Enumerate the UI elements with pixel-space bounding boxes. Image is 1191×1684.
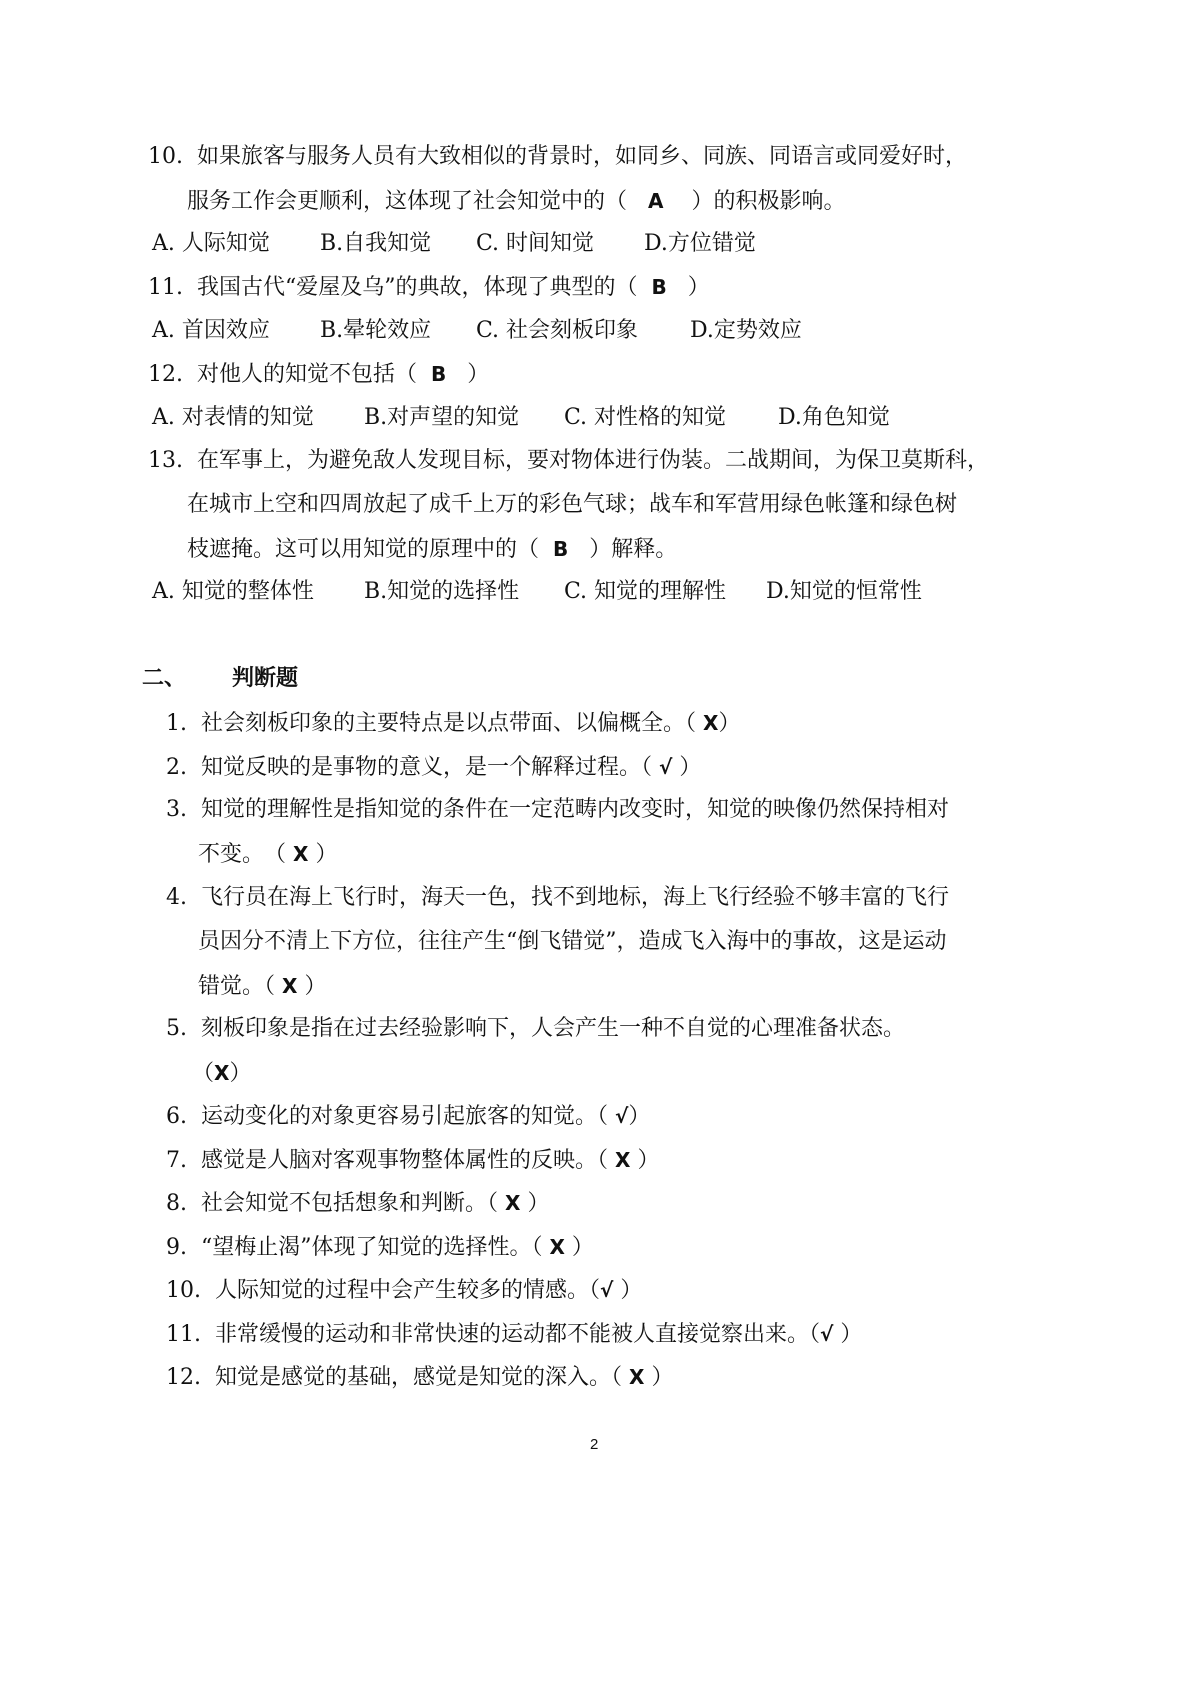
answer: X [505, 1191, 521, 1215]
tf-item-11: 11. 非常缓慢的运动和非常快速的运动都不能被人直接觉察出来。（√ ） [166, 1322, 863, 1347]
tf-item-9: 9. “望梅止渴”体现了知觉的选择性。（ X ） [166, 1235, 594, 1260]
answer: X [282, 974, 298, 998]
tf-item-8: 8. 社会知觉不包括想象和判断。（ X ） [166, 1191, 550, 1216]
option-b: B.对声望的知觉 [364, 405, 520, 430]
tf-item-1: 1. 社会刻板印象的主要特点是以点带面、以偏概全。（ X） [166, 711, 741, 736]
answer: √ [615, 1104, 629, 1128]
tf-item-5-line-1: 5. 刻板印象是指在过去经验影响下，人会产生一种不自觉的心理准备状态。 [166, 1016, 906, 1041]
answer: B [553, 537, 569, 561]
page-number: 2 [590, 1436, 599, 1453]
tf-item-7: 7. 感觉是人脑对客观事物整体属性的反映。（ X ） [166, 1148, 660, 1173]
option-c: C. 时间知觉 [476, 231, 595, 256]
section-heading: 二、 判断题 [142, 666, 298, 691]
answer: X [214, 1061, 230, 1085]
tf-item-3-line-2: 不变。 （ X ） [198, 842, 338, 867]
answer: X [549, 1235, 565, 1259]
option-d: D.知觉的恒常性 [766, 579, 922, 604]
option-d: D.角色知觉 [778, 405, 890, 430]
option-a: A. 知觉的整体性 [152, 579, 314, 604]
option-a: A. 对表情的知觉 [152, 405, 314, 430]
option-b: B.自我知觉 [320, 231, 432, 256]
mc-question-13-line-3: 枝遮掩。这可以用知觉的原理中的（ B ）解释。 [187, 537, 678, 562]
option-d: D.定势效应 [690, 318, 802, 343]
mc-question-12-line-1: 12. 对他人的知觉不包括（ B ） [148, 362, 490, 387]
mc-question-13-line-2: 在城市上空和四周放起了成千上万的彩色气球；战车和军营用绿色帐篷和绿色树 [187, 492, 958, 517]
option-a: A. 首因效应 [152, 318, 270, 343]
tf-item-3-line-1: 3. 知觉的理解性是指知觉的条件在一定范畴内改变时，知觉的映像仍然保持相对 [166, 797, 950, 822]
answer: X [293, 842, 309, 866]
answer: B [431, 362, 447, 386]
tf-item-12: 12. 知觉是感觉的基础，感觉是知觉的深入。（ X ） [166, 1365, 674, 1390]
answer: B [651, 275, 667, 299]
answer: √ [659, 755, 673, 779]
answer: X [703, 711, 719, 735]
option-b: B.晕轮效应 [320, 318, 432, 343]
option-c: C. 知觉的理解性 [564, 579, 727, 604]
mc-question-13-line-1: 13. 在军事上，为避免敌人发现目标，要对物体进行伪装。二战期间，为保卫莫斯科， [148, 448, 990, 473]
answer: √ [820, 1322, 834, 1346]
answer: X [629, 1365, 645, 1389]
tf-item-5-line-2: （X） [192, 1061, 252, 1086]
option-a: A. 人际知觉 [152, 231, 270, 256]
answer: A [648, 189, 664, 213]
tf-item-4-line-3: 错觉。（ X ） [198, 974, 327, 999]
answer: X [615, 1148, 631, 1172]
option-c: C. 社会刻板印象 [476, 318, 639, 343]
tf-item-6: 6. 运动变化的对象更容易引起旅客的知觉。（ √） [166, 1104, 651, 1129]
tf-item-4-line-2: 员因分不清上下方位，往往产生“倒飞错觉”，造成飞入海中的事故，这是运动 [198, 929, 947, 954]
answer: √ [600, 1278, 614, 1302]
option-d: D.方位错觉 [644, 231, 756, 256]
option-b: B.知觉的选择性 [364, 579, 520, 604]
option-c: C. 对性格的知觉 [564, 405, 727, 430]
mc-question-10-line-2: 服务工作会更顺利，这体现了社会知觉中的（ A ）的积极影响。 [187, 189, 846, 214]
tf-item-10: 10. 人际知觉的过程中会产生较多的情感。（√ ） [166, 1278, 643, 1303]
tf-item-4-line-1: 4. 飞行员在海上飞行时，海天一色，找不到地标，海上飞行经验不够丰富的飞行 [166, 885, 950, 910]
mc-question-11-line-1: 11. 我国古代“爱屋及乌”的典故，体现了典型的（ B ） [148, 275, 710, 300]
mc-question-10-line-1: 10. 如果旅客与服务人员有大致相似的背景时，如同乡、同族、同语言或同爱好时， [148, 144, 968, 169]
tf-item-2: 2. 知觉反映的是事物的意义，是一个解释过程。（ √ ） [166, 755, 702, 780]
